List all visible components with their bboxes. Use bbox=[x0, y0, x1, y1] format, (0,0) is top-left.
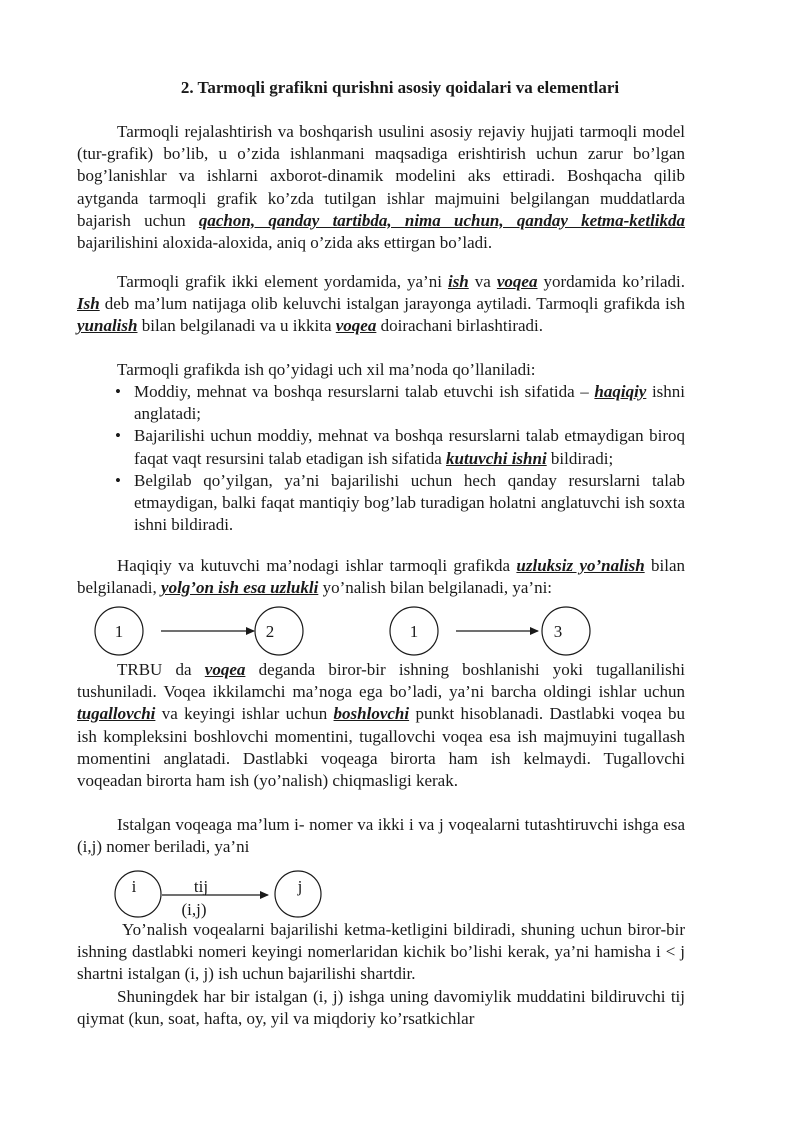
svg-text:2: 2 bbox=[265, 622, 275, 641]
event-node bbox=[275, 871, 321, 917]
paragraph-direction: Yo’nalish voqealarni bajarilishi ketma-ketligini bildiradi, shuning uchun biror-bir ishning dastlabki nomeri keyingi nomerlaridan kichik bo’lishi kerak, ya’ni hamisha i < j shartni istalgan (i, j) ish uchun bajarilishi shartdir. bbox=[77, 920, 685, 984]
emphasis-ish-definition: Ish bbox=[77, 294, 100, 314]
work-pair-label: (i,j) bbox=[181, 900, 207, 919]
paragraph-continuous-arrow: Haqiqiy va kutuvchi ma’nodagi ishlar tarmoqli grafikda uzluksiz yo’nalish bilan belgilanadi, yolg’on ish esa uzlukli yo’nalish bilan belgilanadi, ya’ni: bbox=[77, 556, 685, 598]
svg-text:j: j bbox=[297, 877, 303, 896]
bullet-icon: • bbox=[115, 426, 121, 446]
emphasis-uzlukli: yolg’on ish esa uzlukli bbox=[161, 578, 319, 598]
bullet-icon: • bbox=[115, 470, 121, 490]
svg-text:1: 1 bbox=[114, 622, 124, 641]
emphasis-ish: ish bbox=[447, 272, 469, 291]
paragraph-duration: Shuningdek har bir istalgan (i, j) ishga uning davomiylik muddatini bildiruvchi tij qiymat (kun, soat, hafta, oy, yil va miqdoriy ko’rsatkichlar bbox=[77, 987, 685, 1029]
paragraph-intro: Tarmoqli rejalashtirish va boshqarish usulini asosiy rejaviy hujjati tarmoqli model (tur-grafik) bo’lib, u o’zida ishlanmani maqsadiga erishtirish uchun zarur bo’lgan bog’lanishlar va ishlarni axborot-dinamik modelini aks ettiradi. Boshqacha qilib aytganda tarmoqli grafik ko’zda tutilgan ishlar majmuini belgilangan muddatlarda bajarish uchun qachon, qanday tartibda, nima uchun, qanday ketma-ketlikda bajarilishini aloxida-aloxida, aniq o’zida aks ettirgan bo’ladi. bbox=[77, 122, 686, 253]
arrow-types-diagram bbox=[0, 602, 800, 662]
duration-label: tij bbox=[193, 877, 209, 896]
work-ij-diagram bbox=[0, 864, 800, 924]
emphasis-voqea: voqea bbox=[496, 272, 538, 291]
bullet-icon: • bbox=[115, 382, 121, 401]
emphasis-when-how: qachon, qanday tartibda, nima uchun, qanday ketma-ketlikda bbox=[198, 210, 686, 230]
paragraph-elements: Tarmoqli grafik ikki element yordamida, ya’ni ish va voqea yordamida ko’riladi. Ish deb ma’lum natijaga olib keluvchi istalgan jarayonga aytiladi. Tarmoqli grafikda ish yunalish bilan belgilanadi va u ikkita voqea doirachani birlashtiradi. bbox=[77, 272, 686, 336]
event-node bbox=[542, 607, 590, 655]
paragraph-event-definition: TRBU da voqea deganda biror-bir ishning boshlanishi yoki tugallanilishi tushuniladi. Voqea ikkilamchi ma’noga ega bo’ladi, ya’ni barcha oldingi ishlar uchun tugallovchi va keyingi ishlar uchun boshlovchi punkt hisoblanadi. Dastlabki voqea bu ish kompleksini boshlovchi momentini, tugallovchi voqea esa ish majmuyini tugallash momentini anglatadi. Dastlabki voqeaga birorta ham ish kelmaydi. Tugallovchi voqeadan birorta ham ish (yo’nalish) chiqmasligi kerak. bbox=[77, 660, 685, 791]
emphasis-voqea-event: voqea bbox=[204, 660, 246, 679]
meanings-list bbox=[115, 381, 685, 536]
paragraph-three-meanings: Tarmoqli grafikda ish qo’yidagi uch xil ma’noda qo’llaniladi: bbox=[117, 360, 536, 379]
emphasis-uzluksiz: uzluksiz yo’nalish bbox=[516, 556, 645, 575]
emphasis-kutuvchi: kutuvchi ishni bbox=[446, 448, 547, 468]
svg-text:3: 3 bbox=[553, 622, 563, 641]
emphasis-tugallovchi: tugallovchi bbox=[77, 704, 156, 724]
event-node bbox=[255, 607, 303, 655]
section-heading: 2. Tarmoqli grafikni qurishni asosiy qoidalari va elementlari bbox=[180, 78, 620, 97]
emphasis-boshlovchi: boshlovchi bbox=[333, 704, 410, 724]
emphasis-haqiqiy: haqiqiy bbox=[594, 382, 647, 401]
emphasis-voqea-circle: voqea bbox=[335, 316, 377, 336]
list-item: • Belgilab qo’yilgan, ya’ni bajarilishi uchun hech qanday resurslarni talab etmaydigan, balki faqat mantiqiy bog’lab turadigan holatni anglatuvchi ish soxta ishni bildiradi. bbox=[115, 470, 685, 535]
paragraph-numbering: Istalgan voqeaga ma’lum i- nomer va ikki i va j voqealarni tutashtiruvchi ishga esa (i,j) nomer beriladi, ya’ni bbox=[77, 815, 685, 857]
event-node bbox=[115, 871, 161, 917]
list-item: • Moddiy, mehnat va boshqa resurslarni talab etuvchi ish sifatida – haqiqiy ishni anglatadi; bbox=[115, 382, 686, 424]
event-node bbox=[95, 607, 143, 655]
list-item: • Bajarilishi uchun moddiy, mehnat va boshqa resurslarni talab etmaydigan biroq faqat vaqt resursini talab etadigan ish sifatida kutuvchi ishni bildiradi; bbox=[115, 426, 685, 468]
svg-text:i: i bbox=[131, 877, 137, 896]
emphasis-yunalish: yunalish bbox=[77, 316, 138, 336]
svg-text:1: 1 bbox=[409, 622, 419, 641]
event-node bbox=[390, 607, 438, 655]
